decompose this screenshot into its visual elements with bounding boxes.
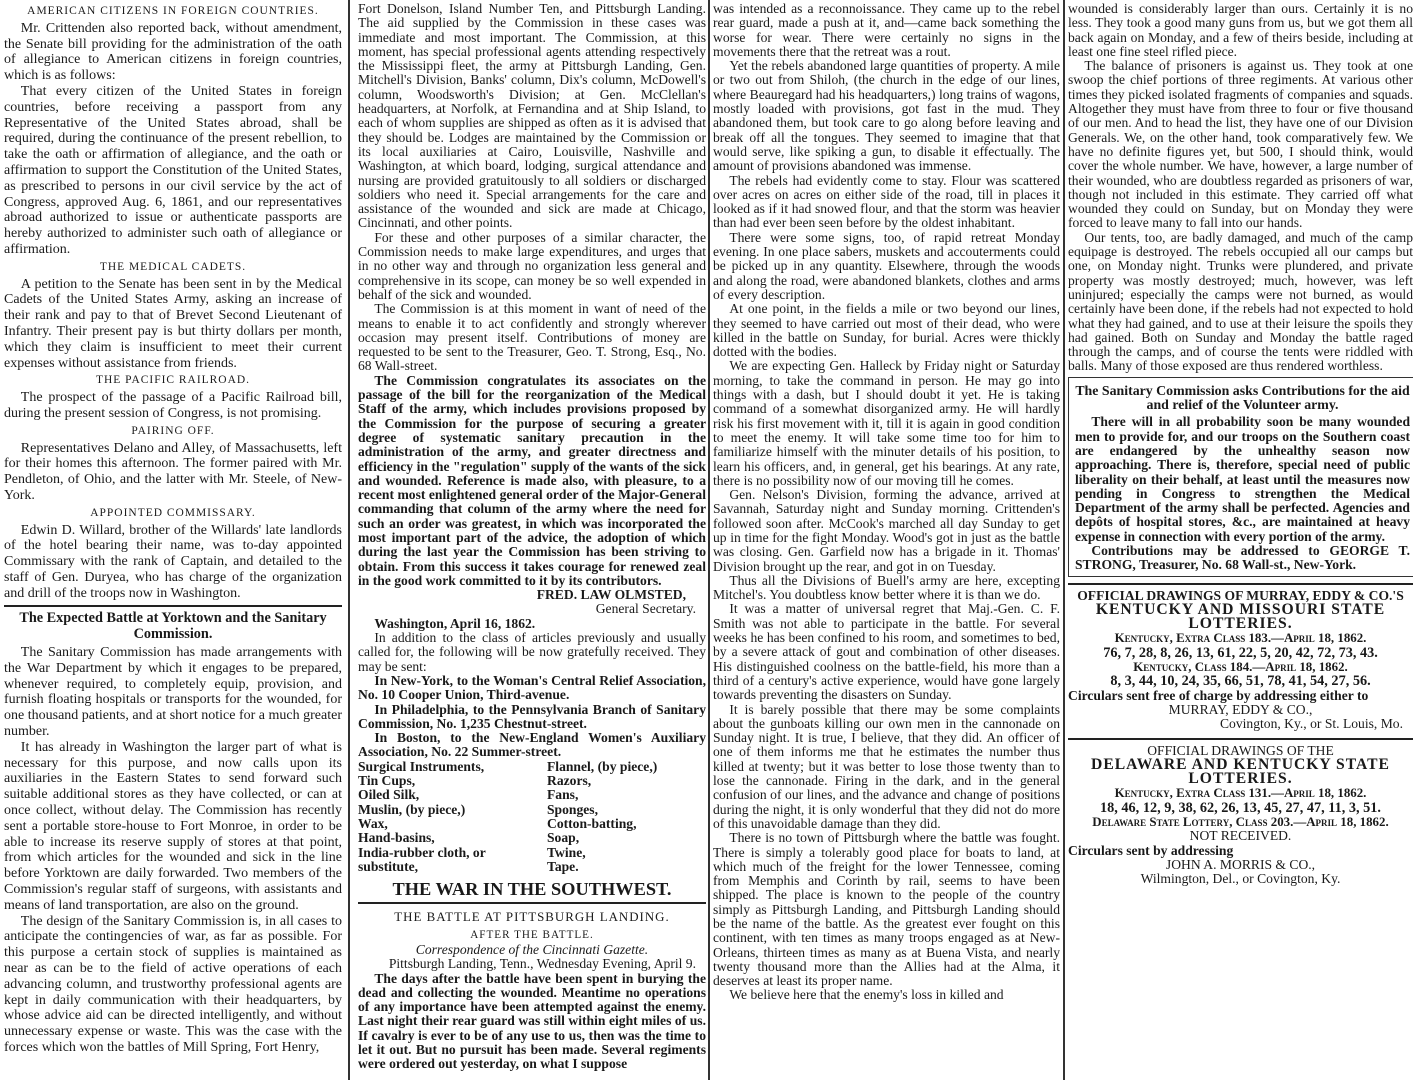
article-subheading: THE BATTLE AT PITTSBURGH LANDING.: [394, 909, 670, 925]
paragraph: Gen. Nelson's Division, forming the advance, arrived at Savannah, Saturday night and Sunday morning. Crittenden's followed soon after. McCook's marched all day Sunday to get up in time for the fight Monday. Wood's got in just as the battle was closing. Gen. Garfield now has a brigade in it. Thomas' Division brought up the rear, and got in on Tuesday.: [713, 487, 1060, 574]
dateline: Pittsburgh Landing, Tenn., Wednesday Evening, April 9.: [388, 956, 696, 972]
lottery-advertisement: [1068, 738, 1413, 887]
section-heading: APPOINTED COMMISSARY.: [90, 506, 256, 519]
supplies-item: Flannel, (by piece,): [547, 758, 658, 774]
advertisement-line: OFFICIAL DRAWINGS OF MURRAY, EDDY & CO.'S: [1077, 587, 1404, 603]
paragraph: We are expecting Gen. Halleck by Friday night or Saturday morning, to take the command in person. He may go into things with a dash, but I should doubt it yet. He is taking command of a somewhat disorganized army. He will hardly risk his first movement with it, till it is again in good condition to meet the enemy. It will take some time too for him to familiarize himself with the minuter details of his position, to learn his officers, and, in general, get his bearings. At any rate, there is no possibility now of our moving till he comes.: [713, 358, 1060, 488]
paragraph: It was a matter of universal regret that Maj.-Gen. C. F. Smith was not able to participate in the battle. For several weeks he has been confined to his room, and sometimes to bed, by a severe attack of gout and combination of other diseases. His distinguished coolness on the battle-field, his more than a third of a century's active experience, would have gone largely towards preventing the disasters on Sunday.: [713, 601, 1060, 703]
paragraph: In addition to the class of articles previously and usually called for, the following will be now gratefully received. They may be sent:: [358, 630, 706, 674]
correspondence-credit: Correspondence of the Cincinnati Gazette.: [415, 942, 649, 957]
paragraph: There is no town of Pittsburgh where the battle was fought. There is simply a tolerably good place for boats to land, at which much of the freight for the lower Tennessee, coming from Memphis and Corinth by rail, seems to have been shipped. The place is known to the people of the country simply as Pittsburgh Landing, and Pittsburgh Landing should be the name of the battle. As the greatest ever fought on this continent, with ten times as many troops engaged as at New-Orleans, thirteen times as many as at Buena Vista, and nearly twenty thousand more than the Allies had at the Alma, it deserves at least its proper name.: [713, 830, 1060, 989]
paragraph: That every citizen of the United States in foreign countries, before receiving a passport from any Representative of the United States abroad, shall be required, during the continuance of the present rebellion, to take the oath or affirmation of allegiance, and the oath or affirmation to support the Constitution of the United States, as prescribed to persons in our civil service by the act of Congress, approved Aug. 6, 1861, and our representatives abroad authorized to issue or authenticate passports are hereby authorized to administer such oath of allegiance or affirmation.: [4, 83, 342, 257]
paragraph: At one point, in the fields a mile or two beyond our lines, they seemed to have carried out most of their dead, who were killed in the battle on Sunday, for burial. Acres were thickly dotted with the bodies.: [713, 301, 1060, 360]
supplies-item: Tape.: [547, 858, 579, 874]
column-1: [4, 2, 342, 1056]
section-heading: THE PACIFIC RAILROAD.: [95, 374, 251, 387]
column-rule: [348, 0, 350, 1080]
page-headline: THE WAR IN THE SOUTHWEST.: [392, 879, 672, 900]
supplies-item: Razors,: [547, 773, 592, 789]
paragraph: Edwin D. Willard, brother of the Willards' late landlords of the hotel bearing their name, was to-day appointed Commissary with the rank of Captain, and detailed to the staff of Gen. Duryea, who has charge of the organization and drill of the troops now in Washington.: [4, 522, 342, 601]
paragraph-bold: The days after the battle have been spent in burying the dead and collecting the wounded. Meantime no operations of any importance have been attempted against the enemy. Last night their rear guard was still within eight miles of us. If cavalry is ever to be of any use to us, then was the time to let it out. But no pursuit has been made. Several regiments were ordered out yesterday, on what I suppose: [358, 970, 706, 1072]
paragraph: The Commission is at this moment in want of need of the means to enable it to act confidently and strongly wherever occasion may present itself. Contributions of money are requested to be sent to the Treasurer, Geo. T. Strong, Esq., No. 68 Wall-street.: [358, 301, 706, 374]
column-rule: [708, 0, 710, 1080]
supplies-list-column: [358, 760, 517, 874]
advertisement-line: MURRAY, EDDY & CO.,: [1168, 701, 1313, 717]
paragraph: Representatives Delano and Alley, of Massachusetts, left for their homes this afternoon. The former paired with Mr. Pendleton, of Ohio, and the latter with Mr. Steele, of New-York.: [4, 440, 342, 503]
advertisement-line: LOTTERIES.: [1188, 615, 1293, 633]
paragraph: Our tents, too, are badly damaged, and much of the camp equipage is destroyed. The rebels occupied all our camps but one, on Monday night. Trunks were plundered, and private property was mostly destroyed; much, however, was left uninjured; especially the camps were not burned, as would certainly have been done, if the rebels had not expected to hold what they had gained, and to use at their leisure the spoils they had gained. Both on Sunday and Monday the battle raged through the camps, and of course the tents were riddled with balls. Many of those exposed are thus rendered worthless.: [1068, 229, 1413, 374]
section-heading: AMERICAN CITIZENS IN FOREIGN COUNTRIES.: [27, 5, 319, 17]
paragraph: The prospect of the passage of a Pacific Railroad bill, during the present session of Congress, is not promising.: [4, 390, 342, 421]
paragraph: The rebels had evidently come to stay. Flour was scattered over acres on acres on either side of the road, till in places it looked as if it had snowed flour, and that the storm was heavier than had ever been seen before by the oldest inhabitant.: [713, 172, 1060, 231]
paragraph-continued: was intended as a reconnoissance. They came up to the rebel rear guard, made a push at it, and—came back something the worse for wear. There were certainly no signs in the movements there that the retreat was a rout.: [713, 1, 1060, 59]
supplies-item: Tin Cups,: [358, 773, 416, 789]
supplies-item: Fans,: [547, 787, 579, 803]
notice-paragraph: There will in all probability soon be many wounded men to provide for, and our troops on the Southern coast are endangered by the unhealthy season now approaching. There is, therefore, special need of public liberality on their behalf, at least until the measures now pending in Congress to strengthen the Medical Department of the army shall be perfected. Agencies and depôts of hospital stores, &c., are maintained at heavy expense in connection with every portion of the army.: [1075, 414, 1410, 544]
supplies-item: Twine,: [547, 844, 586, 860]
column-2: [358, 2, 706, 1072]
advertisement-line: Circulars sent free of charge by addressing either to: [1068, 687, 1369, 703]
paragraph-bold: In Boston, to the New-England Women's Auxiliary Association, No. 22 Summer-street.: [358, 730, 706, 760]
advertisement-line: Kentucky, Extra Class 131.—April 18, 1862.: [1114, 785, 1367, 801]
article-headline: The Expected Battle at Yorktown and the Sanitary Commission.: [19, 610, 327, 643]
advertisement-line: LOTTERIES.: [1188, 770, 1293, 788]
supplies-item: Surgical Instruments,: [358, 758, 485, 774]
supplies-item: Hand-basins,: [358, 830, 435, 846]
column-4: [1068, 2, 1413, 887]
advertisement-line: Delaware State Lottery, Class 203.—April 18, 1862.: [1092, 814, 1389, 830]
notice-title: The Sanitary Commission asks Contributions for the aid and relief of the Volunteer army.: [1075, 383, 1410, 414]
paragraph-bold: In New-York, to the Woman's Central Relief Association, No. 10 Cooper Union, Third-avenue.: [358, 672, 706, 703]
advertisement-line: 76, 7, 28, 8, 26, 13, 61, 22, 5, 20, 42, 72, 73, 43.: [1103, 644, 1378, 661]
paragraph: Thus all the Divisions of Buell's army are here, excepting Mitchel's. You doubtless know better where it is than we do.: [713, 572, 1060, 603]
supplies-item: Muslin, (by piece,): [358, 801, 466, 817]
paragraph: It has already in Washington the larger part of what is necessary for this purpose, and now calls upon its auxiliaries in the Eastern States to send forward such suitable additional stores as they have collected, or can at once collect, without delay. The Commission has recently sent a portable store-house to Fort Monroe, in order to be able to increase its reserve supply of stores at that point, from which articles for the wounded and sick in the line before Yorktown are daily forwarded. Two members of the Commission's regular staff of surgeons, with assistants and means of land transportation, are also on the ground.: [4, 739, 342, 913]
supplies-list: [358, 760, 706, 874]
supplies-list-column: [547, 760, 706, 874]
section-heading: AFTER THE BATTLE.: [470, 928, 594, 941]
paragraph-continued: wounded is considerably larger than ours. Certainly it is no less. They took a good many guns from us, but we got them all back again on Monday, and a few of theirs beside, including at least one fine steel rifled piece.: [1068, 1, 1413, 59]
advertisement-line: NOT RECEIVED.: [1189, 828, 1292, 844]
advertisement-line: 8, 3, 44, 10, 24, 35, 66, 51, 78, 41, 54, 27, 56.: [1110, 673, 1371, 690]
supplies-item: India-rubber cloth, or substitute,: [358, 844, 486, 874]
section-heading: THE MEDICAL CADETS.: [99, 260, 247, 273]
paragraph: For these and other purposes of a similar character, the Commission needs to make large expenditures, and urges that in no other way and through no organization less general and comprehensive in its scope, can money be so well expended in behalf of the sick and wounded.: [358, 229, 706, 302]
supplies-item: Sponges,: [547, 801, 598, 817]
paragraph: The Sanitary Commission has made arrangements with the War Department by which it engages to be prepared, whenever required, to completely equip, provision, and furnish floating hospitals or transports for the wounded, for one thousand patients, and at short notice for a much greater number.: [4, 645, 342, 740]
paragraph-bold: In Philadelphia, to the Pennsylvania Branch of Sanitary Commission, No. 1,235 Chestnut-street.: [358, 701, 706, 731]
advertisement-line: KENTUCKY AND MISSOURI STATE: [1095, 600, 1386, 618]
paragraph: The balance of prisoners is against us. They took at one swoop the chief portions of three regiments. At various other times they picked isolated fragments of companies and squads. Altogether they must have from three to four or five thousand of our men. And to head the list, they have one of our Division Generals. We, on the other hand, took comparatively few. We have no definite figures yet, but 500, I should think, would cover the whole number. We have, however, a large number of their wounded, who are doubtless regarded as prisoners of war, though not included in this estimate. They carried off what wounded they could on Sunday, but on Monday they were forced to leave many to fall into our hands.: [1068, 58, 1413, 231]
supplies-item: Oiled Silk,: [358, 787, 420, 803]
dateline: General Secretary.: [595, 601, 696, 617]
notice-box: [1068, 377, 1413, 577]
advertisement-line: OFFICIAL DRAWINGS OF THE: [1147, 742, 1334, 758]
section-heading: PAIRING OFF.: [131, 424, 215, 437]
lottery-advertisement: [1068, 583, 1413, 732]
advertisement-line: Circulars sent by addressing: [1068, 842, 1234, 858]
supplies-item: Cotton-batting,: [547, 815, 637, 831]
paragraph: It is barely possible that there may be some complaints about the gunboats killing our own men in the cannonade on Sunday night. It is true, I believe, that they did. An officer of one of them informs me that he estimates the number thus killed at twenty; but it was better to lose those twenty than to lose the cannonade. Firing in the dark, and in the general confusion of our lines, and the advance and change of positions during the night, it is only wonderful that they did not do more of this unavoidable damage than they did.: [713, 701, 1060, 831]
supplies-item: Wax,: [358, 815, 388, 831]
paragraph: A petition to the Senate has been sent in by the Medical Cadets of the United States Army, asking an increase of their rank and pay to that of Brevet Second Lieutenant of Infantry. Their present pay is but thirty dollars per month, which they claim is insufficient to meet their current expenses without assistance from friends.: [4, 276, 342, 371]
advertisement-line: DELAWARE AND KENTUCKY STATE: [1091, 755, 1390, 773]
supplies-item: Soap,: [547, 830, 580, 846]
divider: [358, 902, 706, 904]
advertisement-line: Kentucky, Extra Class 183.—April 18, 1862.: [1114, 630, 1367, 646]
notice-paragraph: Contributions may be addressed to GEORGE T. STRONG, Treasurer, No. 68 Wall-st., New-York.: [1075, 542, 1410, 573]
paragraph-bold: Washington, April 16, 1862.: [374, 615, 536, 631]
advertisement-line: 18, 46, 12, 9, 38, 62, 26, 13, 45, 27, 47, 11, 3, 51.: [1100, 799, 1381, 816]
paragraph: Yet the rebels abandoned large quantities of property. A mile or two out from Shiloh, (the church in the edge of our lines, where Beauregard had his headquarters,) long trains of wagons, mostly loaded with provisions, got fast in the mud. They abandoned them, but took care to go along before leaving and break off all the tongues. They seemed to imagine that that would serve, like spiking a gun, to disable it effectually. The amount of provisions abandoned was immense.: [713, 58, 1060, 174]
advertisement-line: Covington, Ky., or St. Louis, Mo.: [1219, 716, 1403, 732]
paragraph-bold: The Commission congratulates its associates on the passage of the bill for the reorganization of the Medical Staff of the army, which includes provisions proposed by the Commission for the purpose of securing a greater degree of systematic sanitary precaution in the administration of the army, and greater directness and efficiency in the "regulation" supply of the wants of the sick and wounded. Reference is made also, with pleasure, to a recent most enlightened general order of the Major-General commanding that column of the army where the need for such an order was greatest, in which was incorporated the most important part of the advice, the adoption of which during the last year the Commission has been striving to obtain. From this success it takes courage for renewed zeal in the good work committed to it by its contributors.: [358, 372, 706, 588]
advertisement-line: JOHN A. MORRIS & CO.,: [1165, 856, 1316, 872]
paragraph-continued: Fort Donelson, Island Number Ten, and Pittsburgh Landing. The aid supplied by the Commission in these cases was immediate and most important. The Commission, at this moment, has special professional agents attending respectively the Mississippi fleet, the army at Pittsburgh Landing, Gen. Mitchell's Division, Banks' column, Dix's column, McDowell's column, Woodsworth's Division; at Gen. McClellan's headquarters, at Norfolk, at Fernandina and at Ship Island, to each of whom supplies are shipped as often as it is advised that they should be. Lodges are maintained by the Commission or its local auxiliaries at Cairo, Louisville, Nashville and Washington, at which board, lodging, surgical attendance and nursing are provided gratuitously to all soldiers or discharged soldiers who need it. Special arrangements for the care and assistance of the wounded and sick are made at Chicago, Cincinnati, and other points.: [358, 1, 706, 231]
signature: FRED. LAW OLMSTED,: [536, 587, 686, 603]
column-3: [713, 2, 1060, 1003]
paragraph: The design of the Sanitary Commission is, in all cases to anticipate the contingencies of war, as far as possible. For this purpose a certain stock of supplies is maintained as near as can be to the field of active operations of each advancing column, and trustworthy professional agents are kept in daily communication with their headquarters, by whose advice aid can be directed intelligently, and without unnecessary expense or waste. This was the case with the forces which won the battles of Mill Spring, Fort Henry,: [4, 913, 342, 1055]
column-rule: [1063, 0, 1065, 1080]
advertisement-line: Wilmington, Del., or Covington, Ky.: [1140, 871, 1341, 887]
paragraph: There were some signs, too, of rapid retreat Monday evening. In one place sabers, muskets and accouterments could be picked up in any quantity. Elsewhere, through the woods and along the road, were abandoned blankets, clothes and arms of every description.: [713, 229, 1060, 302]
paragraph: Mr. Crittenden also reported back, without amendment, the Senate bill providing for the administration of the oath of allegiance to American citizens in foreign countries, which is as follows:: [4, 20, 342, 84]
paragraph: We believe here that the enemy's loss in killed and: [729, 987, 1004, 1003]
divider: [4, 605, 342, 607]
advertisement-line: Kentucky, Class 184.—April 18, 1862.: [1133, 659, 1348, 675]
